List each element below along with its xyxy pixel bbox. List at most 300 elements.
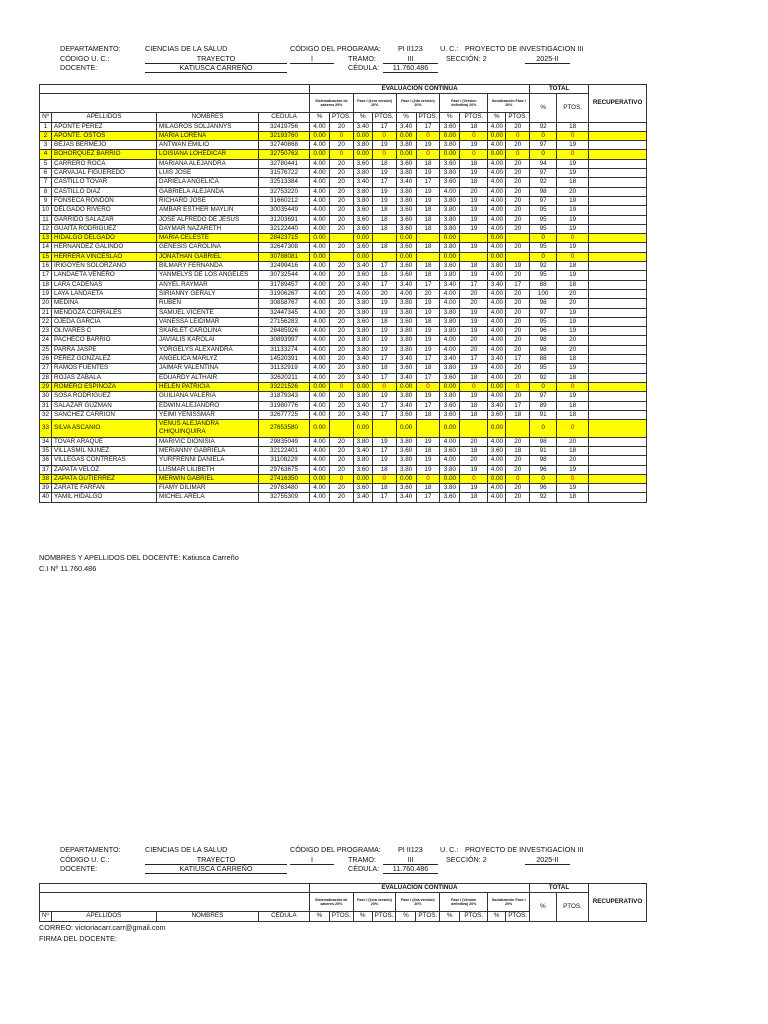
cedula-value: 11.760.486 xyxy=(383,63,438,73)
ptos-cell: 20 xyxy=(372,289,396,298)
apellidos-cell: ROJAS ZABALA xyxy=(52,373,157,382)
total-pct-cell: 0 xyxy=(530,150,557,159)
ptos-cell: 20 xyxy=(330,493,354,502)
pct-cell: 3.80 xyxy=(440,169,460,178)
total-ptos-cell: 19 xyxy=(557,392,589,401)
pct-cell: 3.40 xyxy=(396,355,416,364)
pct-cell: 4.00 xyxy=(353,289,372,298)
row-number: 4 xyxy=(40,150,52,159)
apellidos-cell: DELGADO RIVERO xyxy=(52,206,157,215)
pct-cell: 0.00 xyxy=(353,382,372,391)
ptos-cell xyxy=(372,420,396,438)
table-row xyxy=(40,317,647,326)
pct-cell: 3.80 xyxy=(396,196,416,205)
recuperativo-cell xyxy=(589,196,647,205)
apellidos-cell: PEREZ GONZALEZ xyxy=(52,355,157,364)
row-number: 18 xyxy=(40,280,52,289)
ptos-cell: 19 xyxy=(460,484,488,493)
total-pct-cell: 0 xyxy=(530,131,557,140)
pct-cell: 4.00 xyxy=(310,493,330,502)
ptos-cell: 17 xyxy=(416,401,440,410)
ptos-cell xyxy=(460,420,488,438)
pct-cell: 0.00 xyxy=(488,252,506,261)
total-ptos-cell: 19 xyxy=(557,271,589,280)
total-pct-cell: 92 xyxy=(530,122,557,131)
col-cedula: CÉDULA xyxy=(259,113,310,122)
pct-cell: 3.40 xyxy=(353,280,372,289)
codigo-programa-label: CÓDIGO DEL PROGRAMA: xyxy=(290,845,381,854)
cedula-cell: 33221526 xyxy=(259,382,310,391)
pct-cell: 0.00 xyxy=(396,131,416,140)
table-row xyxy=(40,493,647,502)
recuperativo-cell xyxy=(589,224,647,233)
ptos-cell: 20 xyxy=(416,289,440,298)
pct-cell: 0.00 xyxy=(440,131,460,140)
recuperativo-cell xyxy=(589,392,647,401)
ptos-cell: 19 xyxy=(416,345,440,354)
pct-cell: 3.40 xyxy=(353,355,372,364)
pct-cell: 3.60 xyxy=(440,122,460,131)
ptos-cell: 19 xyxy=(460,364,488,373)
pct-cell: 4.00 xyxy=(488,196,506,205)
ptos-cell: 20 xyxy=(330,271,354,280)
total-ptos-cell: 19 xyxy=(557,243,589,252)
pct-cell: 0.00 xyxy=(488,382,506,391)
pct-cell: 4.00 xyxy=(310,187,330,196)
pct-cell: 4.00 xyxy=(310,122,330,131)
row-number: 29 xyxy=(40,382,52,391)
uc-value: PROYECTO DE INVESTIGACION III xyxy=(465,845,584,854)
total-ptos-cell: 20 xyxy=(557,336,589,345)
nombres-cell: VANESSA LEIDIMAR xyxy=(157,317,259,326)
ptos-cell: 19 xyxy=(460,392,488,401)
trayecto-value: I xyxy=(290,855,334,865)
ptos-cell: 18 xyxy=(372,317,396,326)
pct-cell: 3.60 xyxy=(440,373,460,382)
cedula-cell: 32647308 xyxy=(259,243,310,252)
codigo-programa-value: PI II123 xyxy=(398,845,423,854)
uc-value: PROYECTO DE INVESTIGACION III xyxy=(465,44,584,53)
periodo-value: 2025-II xyxy=(525,54,570,64)
table-row xyxy=(40,178,647,187)
grades-table-2 xyxy=(39,883,647,922)
cedula-cell: 31906267 xyxy=(259,289,310,298)
col-n: Nº xyxy=(40,912,52,921)
pct-cell: 4.00 xyxy=(310,141,330,150)
ptos-cell: 20 xyxy=(506,243,530,252)
cedula-cell: 30732544 xyxy=(259,271,310,280)
ptos-cell: 19 xyxy=(372,308,396,317)
ptos-cell: 19 xyxy=(506,262,530,271)
table-row xyxy=(40,187,647,196)
row-number: 1 xyxy=(40,122,52,131)
pct-cell: 4.00 xyxy=(310,355,330,364)
ptos-cell: 20 xyxy=(330,224,354,233)
recuperativo-cell xyxy=(589,317,647,326)
ptos-cell: 20 xyxy=(330,364,354,373)
col-pct: % xyxy=(353,113,372,122)
codigo-programa-label: CÓDIGO DEL PROGRAMA: xyxy=(290,44,381,53)
ptos-cell xyxy=(506,420,530,438)
ptos-cell: 19 xyxy=(372,196,396,205)
ptos-cell: 20 xyxy=(330,484,354,493)
codigo-uc-label: CÓDIGO U. C.: xyxy=(60,54,110,63)
pct-cell: 4.00 xyxy=(310,437,330,446)
trayecto-value: I xyxy=(290,54,334,64)
apellidos-cell: PACHECO BARRIO xyxy=(52,336,157,345)
ptos-cell: 20 xyxy=(330,317,354,326)
pct-cell: 3.80 xyxy=(440,484,460,493)
recuperativo-cell xyxy=(589,484,647,493)
apellidos-cell: VILLASMIL NUÑEZ xyxy=(52,446,157,455)
table-row xyxy=(40,252,647,261)
pct-cell: 3.40 xyxy=(440,280,460,289)
recuperativo-cell xyxy=(589,299,647,308)
ptos-cell xyxy=(506,234,530,243)
apellidos-cell: VILLEGAS CONTRERAS xyxy=(52,456,157,465)
pct-cell: 3.80 xyxy=(353,456,372,465)
recuperativo-cell xyxy=(589,437,647,446)
col-cedula: CÉDULA xyxy=(258,912,309,921)
apellidos-cell: OJEDA GARCIA xyxy=(52,317,157,326)
pct-cell: 3.80 xyxy=(440,465,460,474)
pct-cell: 4.00 xyxy=(310,169,330,178)
ptos-cell: 17 xyxy=(416,355,440,364)
pct-cell: 4.00 xyxy=(310,178,330,187)
ptos-cell: 20 xyxy=(330,187,354,196)
pct-cell: 3.80 xyxy=(440,206,460,215)
pct-cell: 4.00 xyxy=(310,364,330,373)
pct-cell: 3.60 xyxy=(353,317,372,326)
apellidos-cell: RAMOS FUENTES xyxy=(52,364,157,373)
nombres-cell: YORGELYS ALEXANDRA xyxy=(157,345,259,354)
pct-cell: 3.80 xyxy=(396,345,416,354)
ptos-cell: 18 xyxy=(416,364,440,373)
row-number: 16 xyxy=(40,262,52,271)
table-row xyxy=(40,280,647,289)
pct-cell: 4.00 xyxy=(488,493,506,502)
ptos-cell: 20 xyxy=(330,410,354,419)
ptos-cell: 19 xyxy=(460,465,488,474)
apellidos-cell: BOHORQUEZ BARRIO xyxy=(52,150,157,159)
pct-cell: 0.00 xyxy=(353,252,372,261)
apellidos-cell: ZAPATA VELOZ xyxy=(52,465,157,474)
pct-cell: 3.80 xyxy=(440,317,460,326)
pct-cell: 4.00 xyxy=(488,224,506,233)
row-number: 10 xyxy=(40,206,52,215)
row-number: 38 xyxy=(40,474,52,483)
pct-cell: 3.80 xyxy=(440,364,460,373)
apellidos-cell: HIDALGO DELGADO xyxy=(52,234,157,243)
cedula-cell: 29835049 xyxy=(259,437,310,446)
apellidos-cell: BEJAS BERMEJO xyxy=(52,141,157,150)
pct-cell: 3.40 xyxy=(396,401,416,410)
pct-cell: 0.00 xyxy=(440,150,460,159)
pct-cell: 0.00 xyxy=(310,382,330,391)
pct-cell: 3.60 xyxy=(353,243,372,252)
row-number: 37 xyxy=(40,465,52,474)
uc-label: U. C.: xyxy=(440,44,459,53)
table-row xyxy=(40,392,647,401)
pct-cell: 3.60 xyxy=(488,446,506,455)
row-number: 35 xyxy=(40,446,52,455)
table-row xyxy=(40,420,647,438)
recuperativo-cell xyxy=(589,327,647,336)
pct-cell: 4.00 xyxy=(440,437,460,446)
ptos-cell: 0 xyxy=(330,382,354,391)
ptos-cell: 17 xyxy=(506,280,530,289)
ptos-cell: 19 xyxy=(460,327,488,336)
table-row xyxy=(40,401,647,410)
recuperativo-cell xyxy=(589,456,647,465)
recuperativo-cell xyxy=(589,474,647,483)
ptos-cell: 20 xyxy=(506,206,530,215)
pct-cell: 4.00 xyxy=(488,364,506,373)
cedula-cell: 31133274 xyxy=(259,345,310,354)
ptos-cell: 17 xyxy=(372,410,396,419)
table-row xyxy=(40,410,647,419)
col-pct: % xyxy=(353,912,372,921)
ptos-cell: 18 xyxy=(372,224,396,233)
table-row xyxy=(40,373,647,382)
ptos-cell: 20 xyxy=(330,437,354,446)
nombres-cell: MARIVIC DIONISIA xyxy=(157,437,259,446)
total-pct-cell: 97 xyxy=(530,141,557,150)
ptos-cell xyxy=(372,252,396,261)
eval-header-4: Fase I (Versión definitiva) 20% xyxy=(440,893,488,912)
row-number: 34 xyxy=(40,437,52,446)
ptos-cell: 18 xyxy=(416,262,440,271)
ptos-cell: 0 xyxy=(330,474,354,483)
recuperativo-cell xyxy=(589,410,647,419)
pct-cell: 0.00 xyxy=(353,150,372,159)
total-pct-header: % xyxy=(530,94,557,122)
pct-cell: 4.00 xyxy=(310,289,330,298)
cedula-label: CÉDULA: xyxy=(348,63,380,72)
ptos-cell: 18 xyxy=(372,159,396,168)
ptos-cell: 0 xyxy=(372,474,396,483)
table-row xyxy=(40,484,647,493)
table-row xyxy=(40,289,647,298)
pct-cell: 3.60 xyxy=(353,206,372,215)
pct-cell: 0.00 xyxy=(440,382,460,391)
pct-cell: 4.00 xyxy=(488,178,506,187)
pct-cell: 3.60 xyxy=(396,271,416,280)
ptos-cell: 20 xyxy=(506,392,530,401)
ptos-cell: 17 xyxy=(416,178,440,187)
apellidos-cell: FONSECA RONDON xyxy=(52,196,157,205)
ptos-cell: 20 xyxy=(330,196,354,205)
ptos-cell: 19 xyxy=(416,299,440,308)
pct-cell: 0.00 xyxy=(440,474,460,483)
cedula-cell: 32755309 xyxy=(259,493,310,502)
nombres-cell: DAYMAR NAZARETH xyxy=(157,224,259,233)
pct-cell: 4.00 xyxy=(488,271,506,280)
periodo-value: 2025-II xyxy=(525,855,570,865)
pct-cell: 4.00 xyxy=(440,187,460,196)
ptos-cell: 19 xyxy=(460,317,488,326)
apellidos-cell: GARRIDO SALAZAR xyxy=(52,215,157,224)
pct-cell: 0.00 xyxy=(396,234,416,243)
ptos-cell: 18 xyxy=(460,122,488,131)
ptos-cell: 20 xyxy=(460,336,488,345)
ptos-cell: 20 xyxy=(330,345,354,354)
pct-cell: 3.80 xyxy=(353,196,372,205)
total-pct-cell: 94 xyxy=(530,159,557,168)
ptos-cell: 0 xyxy=(416,474,440,483)
apellidos-cell: GUAITA RODRIGUEZ xyxy=(52,224,157,233)
eval-header-2: Fase I (1era versión) 20% xyxy=(353,893,396,912)
cedula-cell: 32513384 xyxy=(259,178,310,187)
nombres-cell: YANMELYS DE LOS ANGELES xyxy=(157,271,259,280)
pct-cell: 0.00 xyxy=(440,420,460,438)
col-apellidos: APELLIDOS xyxy=(52,113,157,122)
col-pct: % xyxy=(440,113,460,122)
ptos-cell: 20 xyxy=(506,215,530,224)
cedula-cell: 32193760 xyxy=(259,131,310,140)
ptos-cell: 19 xyxy=(460,206,488,215)
codigo-uc-label: CÓDIGO U. C.: xyxy=(60,855,110,864)
row-number: 26 xyxy=(40,355,52,364)
total-ptos-cell: 18 xyxy=(557,122,589,131)
pct-cell: 3.60 xyxy=(353,484,372,493)
ptos-cell: 17 xyxy=(372,373,396,382)
total-ptos-cell: 19 xyxy=(557,206,589,215)
blank-header-2 xyxy=(40,893,310,912)
total-pct-cell: 96 xyxy=(530,484,557,493)
nombres-cell: RICHARD JOSE xyxy=(157,196,259,205)
pct-cell: 3.80 xyxy=(396,392,416,401)
total-ptos-cell: 0 xyxy=(557,234,589,243)
row-number: 7 xyxy=(40,178,52,187)
col-ptos: PTOS. xyxy=(460,912,488,921)
pct-cell: 4.00 xyxy=(488,336,506,345)
pct-cell: 0.00 xyxy=(440,234,460,243)
total-pct-cell: 95 xyxy=(530,364,557,373)
row-number: 20 xyxy=(40,299,52,308)
total-ptos-cell: 19 xyxy=(557,224,589,233)
pct-cell: 4.00 xyxy=(310,456,330,465)
pct-cell: 3.80 xyxy=(353,437,372,446)
pct-cell: 0.00 xyxy=(353,420,372,438)
ptos-cell: 20 xyxy=(330,373,354,382)
total-pct-cell: 98 xyxy=(530,437,557,446)
ptos-cell: 19 xyxy=(416,169,440,178)
ptos-cell: 20 xyxy=(460,299,488,308)
ptos-cell: 17 xyxy=(372,446,396,455)
blank-header-2 xyxy=(40,94,310,113)
ptos-cell: 20 xyxy=(330,401,354,410)
ptos-cell: 20 xyxy=(506,484,530,493)
total-ptos-cell: 0 xyxy=(557,474,589,483)
recuperativo-cell xyxy=(589,178,647,187)
cedula-cell: 32419756 xyxy=(259,122,310,131)
table-row xyxy=(40,234,647,243)
recuperativo-cell xyxy=(589,187,647,196)
ptos-cell: 0 xyxy=(506,474,530,483)
recuperativo-cell xyxy=(589,131,647,140)
tramo-label: TRAMO: xyxy=(348,54,376,63)
docente-label: DOCENTE: xyxy=(60,864,98,873)
nombres-cell: MICHEL ARELA xyxy=(157,493,259,502)
grades-table xyxy=(39,84,647,503)
total-ptos-cell: 18 xyxy=(557,446,589,455)
row-number: 39 xyxy=(40,484,52,493)
apellidos-cell: ROMERO ESPINOZA xyxy=(52,382,157,391)
pct-cell: 3.40 xyxy=(396,493,416,502)
evaluacion-title: EVALUACIÓN CONTINUA xyxy=(310,85,530,94)
row-number: 6 xyxy=(40,169,52,178)
ptos-cell: 20 xyxy=(506,141,530,150)
recuperativo-title: RECUPERATIVO xyxy=(588,884,646,922)
pct-cell: 3.40 xyxy=(440,355,460,364)
pct-cell: 3.80 xyxy=(396,187,416,196)
pct-cell: 3.60 xyxy=(440,159,460,168)
ptos-cell: 18 xyxy=(372,484,396,493)
ptos-cell: 18 xyxy=(416,243,440,252)
table-row xyxy=(40,364,647,373)
total-ptos-cell: 0 xyxy=(557,420,589,438)
total-pct-cell: 95 xyxy=(530,224,557,233)
ptos-cell: 17 xyxy=(372,493,396,502)
ptos-cell: 19 xyxy=(372,299,396,308)
pct-cell: 3.60 xyxy=(396,243,416,252)
table-row xyxy=(40,141,647,150)
ptos-cell: 18 xyxy=(460,373,488,382)
apellidos-cell: APONTE. OSTOS xyxy=(52,131,157,140)
docente-nombre-footer: NOMBRES Y APELLIDOS DEL DOCENTE: Katiusca Carreño xyxy=(39,553,239,562)
total-pct-cell: 95 xyxy=(530,271,557,280)
apellidos-cell: HERRERA VINCESLAO xyxy=(52,252,157,261)
pct-cell: 3.80 xyxy=(353,336,372,345)
nombres-cell: FIAMY DILIMAR xyxy=(157,484,259,493)
total-pct-cell: 95 xyxy=(530,215,557,224)
pct-cell: 3.60 xyxy=(396,317,416,326)
total-pct-cell: 95 xyxy=(530,243,557,252)
recuperativo-cell xyxy=(589,262,647,271)
pct-cell: 3.60 xyxy=(396,410,416,419)
pct-cell: 3.60 xyxy=(396,206,416,215)
recuperativo-cell xyxy=(589,289,647,298)
ptos-cell: 18 xyxy=(372,465,396,474)
ptos-cell: 19 xyxy=(460,215,488,224)
pct-cell: 3.60 xyxy=(353,215,372,224)
pct-cell: 3.80 xyxy=(440,327,460,336)
total-pct-cell: 96 xyxy=(530,327,557,336)
recuperativo-title: RECUPERATIVO xyxy=(589,85,647,123)
ptos-cell: 20 xyxy=(506,196,530,205)
recuperativo-cell xyxy=(589,336,647,345)
pct-cell: 4.00 xyxy=(310,345,330,354)
recuperativo-cell xyxy=(589,169,647,178)
pct-cell: 4.00 xyxy=(310,159,330,168)
total-pct-cell: 96 xyxy=(530,465,557,474)
pct-cell: 4.00 xyxy=(440,456,460,465)
apellidos-cell: CASTILLO DIAZ xyxy=(52,187,157,196)
cedula-cell: 14520391 xyxy=(259,355,310,364)
nombres-cell: RUBEN xyxy=(157,299,259,308)
table-row xyxy=(40,243,647,252)
recuperativo-cell xyxy=(589,280,647,289)
ptos-cell: 18 xyxy=(460,178,488,187)
ptos-cell: 20 xyxy=(506,456,530,465)
ptos-cell: 18 xyxy=(460,401,488,410)
ptos-cell: 20 xyxy=(330,327,354,336)
apellidos-cell: PARRA JASPE xyxy=(52,345,157,354)
seccion-label: SECCIÓN: 2 xyxy=(446,855,487,864)
recuperativo-cell xyxy=(589,373,647,382)
total-ptos-cell: 19 xyxy=(557,159,589,168)
